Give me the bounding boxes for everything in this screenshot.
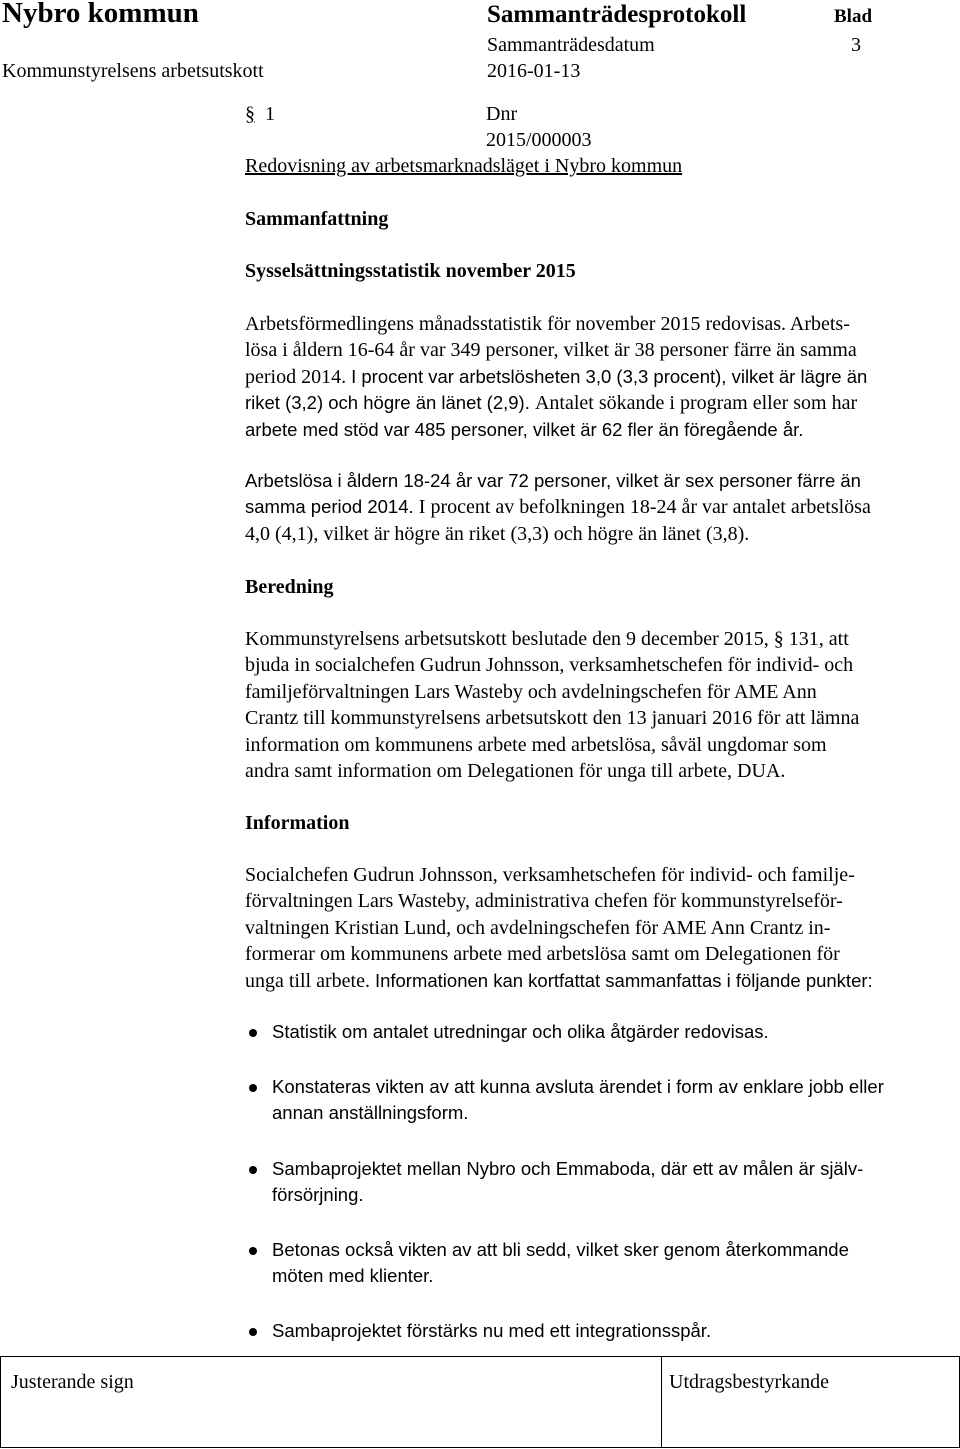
bullet-line: annan anställningsform. <box>272 1102 469 1124</box>
diary-number: Dnr 2015/000003 <box>486 103 592 152</box>
prep-line: familjeförvaltningen Lars Wasteby och avdelningschefen för AME Ann <box>245 680 817 703</box>
stats-paragraph <box>245 311 957 443</box>
heading-preparation: Beredning <box>245 576 334 598</box>
adjusting-signature-label: Justerande sign <box>11 1371 134 1393</box>
bullet-text <box>272 1156 960 1209</box>
bullet-line: Sambaprojektet mellan Nybro och Emmaboda, där ett av målen är själv- <box>272 1158 864 1179</box>
info-line: förvaltningen Lars Wasteby, administrativa chefen för kommunstyrelseför- <box>245 890 843 913</box>
bullet-line: Betonas också vikten av att bli sedd, vilket sker genom återkommande <box>272 1239 849 1260</box>
blad-label: Blad <box>834 6 873 27</box>
meeting-date: 2016-01-13 <box>487 60 581 82</box>
prep-line: Kommunstyrelsens arbetsutskott beslutade den 9 december 2015, § 131, att <box>245 628 849 650</box>
preparation-paragraph <box>245 626 957 784</box>
date-label: Sammanträdesdatum <box>487 34 655 56</box>
youth-paragraph <box>245 468 957 547</box>
stats-line: lösa i åldern 16-64 år var 349 personer, vilket är 38 personer färre än samma <box>245 339 857 362</box>
stats-line <box>245 390 957 416</box>
youth-segment: I procent av befolkningen 18-24 år var antalet arbetslösa <box>418 496 871 519</box>
bullet-text <box>272 1318 960 1344</box>
section-sign: § <box>245 103 255 125</box>
bullet-icon <box>249 1084 257 1092</box>
heading-summary: Sammanfattning <box>245 208 389 230</box>
prep-line: bjuda in socialchefen Gudrun Johnsson, verksamhetschefen för individ- och <box>245 654 854 677</box>
committee-name: Kommunstyrelsens arbetsutskott <box>2 60 264 82</box>
prep-line: Crantz till kommunstyrelsens arbetsutskott den 13 januari 2016 för att lämna <box>245 707 860 730</box>
info-line: formerar om kommunens arbete med arbetslösa samt om Delegationen för <box>245 943 840 966</box>
stats-segment: period 2014. <box>245 365 352 388</box>
stats-line: Arbetsförmedlingens månadsstatistik för november 2015 redovisas. Arbets- <box>245 313 850 335</box>
stats-segment: I procent var arbetslösheten 3,0 (3,3 procent), vilket är lägre än <box>351 365 868 387</box>
info-line: Socialchefen Gudrun Johnsson, verksamhetschefen för individ- och familje- <box>245 864 855 886</box>
bullet-icon <box>249 1029 257 1037</box>
stats-line: arbete med stöd var 485 personer, vilket är 62 fler än föregående år. <box>245 418 804 440</box>
extract-certification-label: Utdragsbestyrkande <box>669 1371 829 1393</box>
bullet-line: Konstateras vikten av att kunna avsluta ärendet i form av enklare jobb eller <box>272 1076 884 1097</box>
youth-line: 4,0 (4,1), vilket är högre än riket (3,3) och högre än länet (3,8). <box>245 522 750 545</box>
youth-line: Arbetslösa i åldern 18-24 år var 72 personer, vilket är sex personer färre än <box>245 470 861 491</box>
information-paragraph <box>245 862 957 994</box>
bullet-text <box>272 1074 960 1127</box>
signature-footer <box>0 1356 960 1448</box>
bullet-line: möten med klienter. <box>272 1265 434 1287</box>
prep-line: andra samt information om Delegationen för unga till arbete, DUA. <box>245 760 786 783</box>
document-type: Sammanträdesprotokoll <box>487 1 747 28</box>
info-segment: unga till arbete. <box>245 969 375 992</box>
heading-information: Information <box>245 812 350 834</box>
bullet-line: Statistik om antalet utredningar och olika åtgärder redovisas. <box>272 1021 769 1042</box>
prep-line: information om kommunens arbete med arbetslösa, såväl ungdomar som <box>245 733 827 756</box>
page-number: 3 <box>851 34 861 56</box>
youth-line <box>245 494 957 520</box>
bullet-line: försörjning. <box>272 1184 364 1206</box>
certification-cell <box>661 1357 959 1447</box>
section-title: Redovisning av arbetsmarknadsläget i Nybro kommun <box>245 155 683 177</box>
bullet-text <box>272 1237 960 1290</box>
stats-segment: Antalet sökande i program eller som har <box>534 392 858 415</box>
bullet-text <box>272 1019 960 1045</box>
stats-segment: riket (3,2) och högre än länet (2,9). <box>245 392 535 414</box>
info-line: valtningen Kristian Lund, och avdelningschefen för AME Ann Crantz in- <box>245 916 831 939</box>
bullet-icon <box>249 1247 257 1255</box>
signature-cell <box>1 1357 662 1447</box>
bullet-icon <box>249 1328 257 1336</box>
bullet-line: Sambaprojektet förstärks nu med ett integrationsspår. <box>272 1320 712 1341</box>
youth-segment: samma period 2014. <box>245 496 419 518</box>
info-line <box>245 968 957 994</box>
info-segment: Informationen kan kortfattat sammanfattas i följande punkter: <box>374 969 873 991</box>
organization-name: Nybro kommun <box>2 0 199 29</box>
stats-line <box>245 364 957 390</box>
heading-statistics: Sysselsättningsstatistik november 2015 <box>245 260 576 282</box>
section-number: 1 <box>265 103 275 125</box>
bullet-icon <box>249 1166 257 1174</box>
